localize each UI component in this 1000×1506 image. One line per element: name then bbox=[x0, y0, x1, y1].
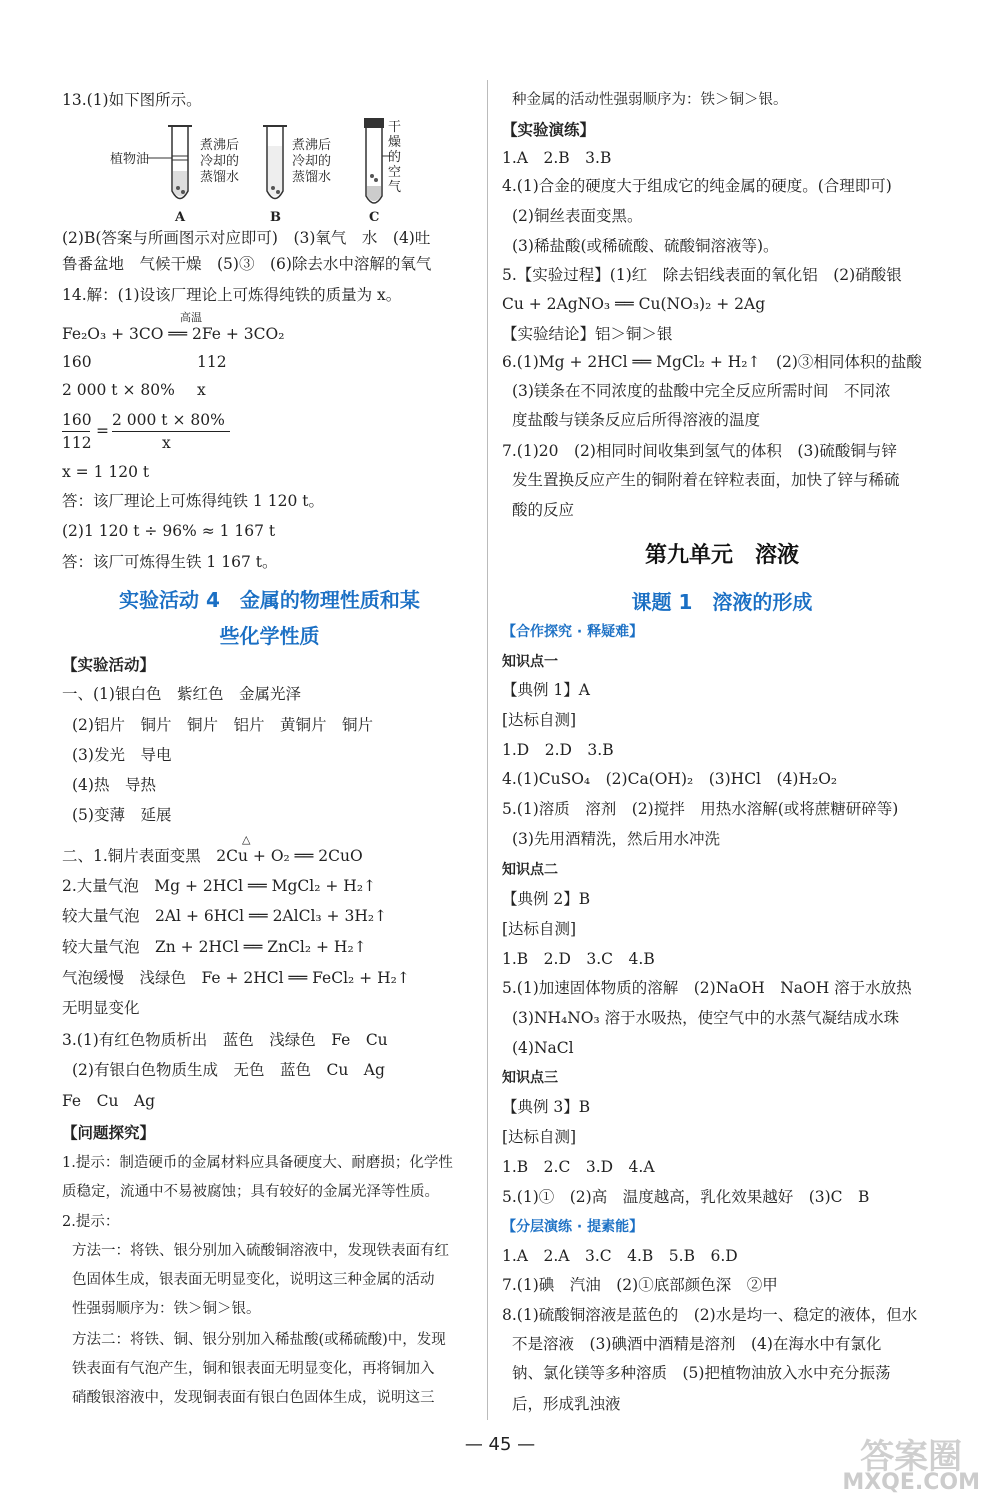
answer-line: 答：该厂可炼得生铁 1 167 t。 bbox=[62, 553, 278, 571]
tube-a-label-3: 蒸馏水 bbox=[200, 170, 240, 185]
equation-mass: x bbox=[197, 381, 206, 399]
answer-line: 种金属的活动性强弱顺序为：铁＞铜＞银。 bbox=[512, 92, 788, 108]
answer-line: 性强弱顺序为：铁＞铜＞银。 bbox=[72, 1301, 261, 1317]
fraction-right-bottom: x bbox=[162, 434, 171, 452]
answer-line: 2.提示： bbox=[62, 1214, 120, 1230]
answer-line: 答：该厂理论上可炼得纯铁 1 120 t。 bbox=[62, 492, 324, 510]
equation-mass: 2 000 t × 80% bbox=[62, 381, 175, 399]
answer-line: Cu + 2AgNO₃ ══ Cu(NO₃)₂ + 2Ag bbox=[502, 295, 766, 313]
answer-line: (2)铜丝表面变黑。 bbox=[512, 207, 643, 225]
answer-line: 较大量气泡 Zn + 2HCl ══ ZnCl₂ + H₂↑ bbox=[62, 938, 367, 956]
section-heading: 【问题探究】 bbox=[62, 1123, 156, 1142]
knowledge-point: 知识点三 bbox=[502, 1070, 558, 1086]
answer-line: 较大量气泡 2Al + 6HCl ══ 2AlCl₃ + 3H₂↑ bbox=[62, 907, 388, 925]
fraction-equals: = bbox=[96, 422, 109, 440]
answer-line: 度盐酸与镁条反应后所得溶液的温度 bbox=[512, 411, 761, 429]
answer-line: (2)1 120 t ÷ 96% ≈ 1 167 t bbox=[62, 522, 276, 540]
tube-c-label-4: 空 bbox=[388, 165, 402, 180]
fraction-bar bbox=[62, 431, 90, 432]
section-heading: 【实验活动】 bbox=[62, 655, 156, 674]
answer-line: (4)热 导热 bbox=[72, 776, 156, 794]
answer-line: 6.(1)Mg + 2HCl ══ MgCl₂ + H₂↑ (2)③相同体积的盐酸 bbox=[502, 353, 922, 371]
answer-line: 1.D 2.D 3.B bbox=[502, 741, 614, 759]
answer-line: (3)稀盐酸(或稀硫酸、硫酸铜溶液等)。 bbox=[512, 237, 779, 255]
tube-c-label-2: 燥 bbox=[388, 135, 402, 150]
answer-line: 5.【实验过程】(1)红 除去铝线表面的氧化铝 (2)硝酸银 bbox=[502, 266, 902, 284]
answer-line: 1.B 2.D 3.C 4.B bbox=[502, 950, 655, 968]
self-test-heading: [达标自测] bbox=[502, 920, 577, 938]
answer-line: 5.(1)加速固体物质的溶解 (2)NaOH NaOH 溶于水放热 bbox=[502, 979, 912, 997]
section-title: 实验活动 4 金属的物理性质和某 bbox=[119, 588, 420, 612]
tube-b-letter: B bbox=[270, 210, 281, 225]
tube-a-label-2: 冷却的 bbox=[200, 154, 240, 169]
answer-line: (5)变薄 延展 bbox=[72, 806, 172, 824]
answer-line: 色固体生成，银表面无明显变化，说明这三种金属的活动 bbox=[72, 1272, 435, 1288]
column-divider bbox=[487, 80, 488, 1420]
tube-c-letter: C bbox=[369, 210, 380, 225]
answer-line: 铁表面有气泡产生，铜和银表面无明显变化，再将铜加入 bbox=[72, 1361, 435, 1377]
answer-line: 【实验结论】铝＞铜＞银 bbox=[502, 325, 673, 343]
equation-mass: 112 bbox=[197, 353, 227, 371]
answer-line: 钠、氯化镁等多种溶质 (5)把植物油放入水中充分振荡 bbox=[512, 1364, 891, 1382]
section-heading: 【实验演练】 bbox=[502, 120, 596, 139]
oil-label: 植物油 bbox=[110, 152, 150, 167]
q14-text: 14.解：(1)设该厂理论上可炼得纯铁的质量为 x。 bbox=[62, 286, 402, 304]
test-tube-figure bbox=[62, 116, 477, 226]
answer-line: 质稳定，流通中不易被腐蚀；具有较好的金属光泽等性质。 bbox=[62, 1184, 439, 1200]
answer-line: 5.(1)① (2)高 温度越高，乳化效果越好 (3)C B bbox=[502, 1188, 870, 1206]
tube-b-label-1: 煮沸后 bbox=[292, 138, 332, 153]
fraction-left-top: 160 bbox=[62, 411, 92, 429]
example-answer: 【典例 1】A bbox=[502, 681, 590, 699]
answer-line: (2)有银白色物质生成 无色 蓝色 Cu Ag bbox=[72, 1061, 385, 1079]
answer-line: 气泡缓慢 浅绿色 Fe + 2HCl ══ FeCl₂ + H₂↑ bbox=[62, 969, 410, 987]
answer-line: (2)B(答案与所画图示对应即可) (3)氧气 水 (4)吐 bbox=[62, 229, 431, 247]
answer-line: 4.(1)合金的硬度大于组成它的纯金属的硬度。(合理即可) bbox=[502, 177, 892, 195]
answer-line: (4)NaCl bbox=[512, 1039, 574, 1057]
reaction-condition: 高温 bbox=[180, 311, 202, 324]
answer-line: (3)发光 导电 bbox=[72, 746, 172, 764]
watermark-top: 答案圈 bbox=[860, 1437, 963, 1477]
answer-line: (3)镁条在不同浓度的盐酸中完全反应所需时间 不同浓 bbox=[512, 382, 891, 400]
answer-line: 2.大量气泡 Mg + 2HCl ══ MgCl₂ + H₂↑ bbox=[62, 877, 377, 895]
page-number: — 45 — bbox=[464, 1434, 536, 1455]
answer-line: 5.(1)溶质 溶剂 (2)搅拌 用热水溶解(或将蔗糖研碎等) bbox=[502, 800, 899, 818]
answer-line: 方法二：将铁、铜、银分别加入稀盐酸(或稀硫酸)中，发现 bbox=[72, 1332, 446, 1348]
unit-title: 第九单元 溶液 bbox=[644, 543, 799, 568]
example-answer: 【典例 3】B bbox=[502, 1098, 591, 1116]
tube-b-label-3: 蒸馏水 bbox=[292, 170, 332, 185]
answer-line: 1.A 2.A 3.C 4.B 5.B 6.D bbox=[502, 1247, 738, 1265]
section-tag: 【合作探究 · 释疑难】 bbox=[502, 624, 644, 640]
answer-line: 不是溶液 (3)碘酒中酒精是溶剂 (4)在海水中有氯化 bbox=[512, 1335, 882, 1353]
answer-line: 一、(1)银白色 紫红色 金属光泽 bbox=[62, 685, 301, 703]
knowledge-point: 知识点二 bbox=[502, 862, 558, 878]
answer-line: 1.A 2.B 3.B bbox=[502, 149, 612, 167]
self-test-heading: [达标自测] bbox=[502, 1128, 577, 1146]
tube-c-label-5: 气 bbox=[388, 180, 402, 195]
answer-line: 7.(1)20 (2)相同时间收集到氢气的体积 (3)硫酸铜与锌 bbox=[502, 442, 897, 460]
answer-line: 后，形成乳浊液 bbox=[512, 1395, 621, 1413]
answer-line: 二、1.铜片表面变黑 2Cu + O₂ ══ 2CuO bbox=[62, 847, 363, 865]
section-title: 些化学性质 bbox=[219, 624, 320, 648]
answer-line: 3.(1)有红色物质析出 蓝色 浅绿色 Fe Cu bbox=[62, 1031, 388, 1049]
answer-line: (3)NH₄NO₃ 溶于水吸热，使空气中的水蒸气凝结成水珠 bbox=[512, 1009, 900, 1027]
answer-line: 酸的反应 bbox=[512, 501, 575, 519]
answer-line: 无明显变化 bbox=[62, 999, 140, 1017]
answer-line: 1.提示：制造硬币的金属材料应具备硬度大、耐磨损；化学性 bbox=[62, 1155, 453, 1171]
reaction-condition: △ bbox=[242, 833, 251, 846]
answer-line: x = 1 120 t bbox=[62, 463, 150, 481]
fraction-left-bottom: 112 bbox=[62, 434, 92, 452]
fraction-right-top: 2 000 t × 80% bbox=[112, 411, 225, 429]
answer-line: (3)先用酒精洗，然后用水冲洗 bbox=[512, 830, 720, 848]
watermark-bottom: MXQE.COM bbox=[842, 1470, 980, 1495]
answer-line: 7.(1)碘 汽油 (2)①底部颜色深 ②甲 bbox=[502, 1276, 778, 1294]
tube-a-letter: A bbox=[175, 210, 186, 225]
tube-b-label-2: 冷却的 bbox=[292, 154, 332, 169]
lesson-title: 课题 1 溶液的形成 bbox=[631, 590, 813, 614]
self-test-heading: [达标自测] bbox=[502, 711, 577, 729]
tube-c-label-1: 干 bbox=[388, 120, 402, 135]
answer-line: 8.(1)硫酸铜溶液是蓝色的 (2)水是均一、稳定的液体，但水 bbox=[502, 1306, 918, 1324]
answer-line: (2)铝片 铜片 铜片 铝片 黄铜片 铜片 bbox=[72, 716, 373, 734]
q13-text: 13.(1)如下图所示。 bbox=[62, 91, 202, 109]
equation-mass: 160 bbox=[62, 353, 92, 371]
answer-line: 硝酸银溶液中，发现铜表面有银白色固体生成，说明这三 bbox=[72, 1390, 435, 1406]
section-tag: 【分层演练 · 提素能】 bbox=[502, 1219, 644, 1235]
answer-line: 方法一：将铁、银分别加入硫酸铜溶液中，发现铁表面有红 bbox=[72, 1243, 449, 1259]
tube-c-label-3: 的 bbox=[388, 150, 402, 165]
fraction-bar bbox=[112, 431, 230, 432]
answer-line: 发生置换反应产生的铜附着在锌粒表面，加快了锌与稀硫 bbox=[512, 471, 900, 489]
equation: Fe₂O₃ + 3CO ══ 2Fe + 3CO₂ bbox=[62, 325, 285, 343]
knowledge-point: 知识点一 bbox=[502, 654, 558, 670]
answer-line: 鲁番盆地 气候干燥 (5)③ (6)除去水中溶解的氧气 bbox=[62, 255, 432, 273]
answer-line: 1.B 2.C 3.D 4.A bbox=[502, 1158, 655, 1176]
answer-line: Fe Cu Ag bbox=[62, 1092, 156, 1110]
watermark-logo bbox=[842, 1437, 980, 1496]
tube-a-label-1: 煮沸后 bbox=[200, 138, 240, 153]
answer-line: 4.(1)CuSO₄ (2)Ca(OH)₂ (3)HCl (4)H₂O₂ bbox=[502, 770, 838, 788]
example-answer: 【典例 2】B bbox=[502, 890, 591, 908]
